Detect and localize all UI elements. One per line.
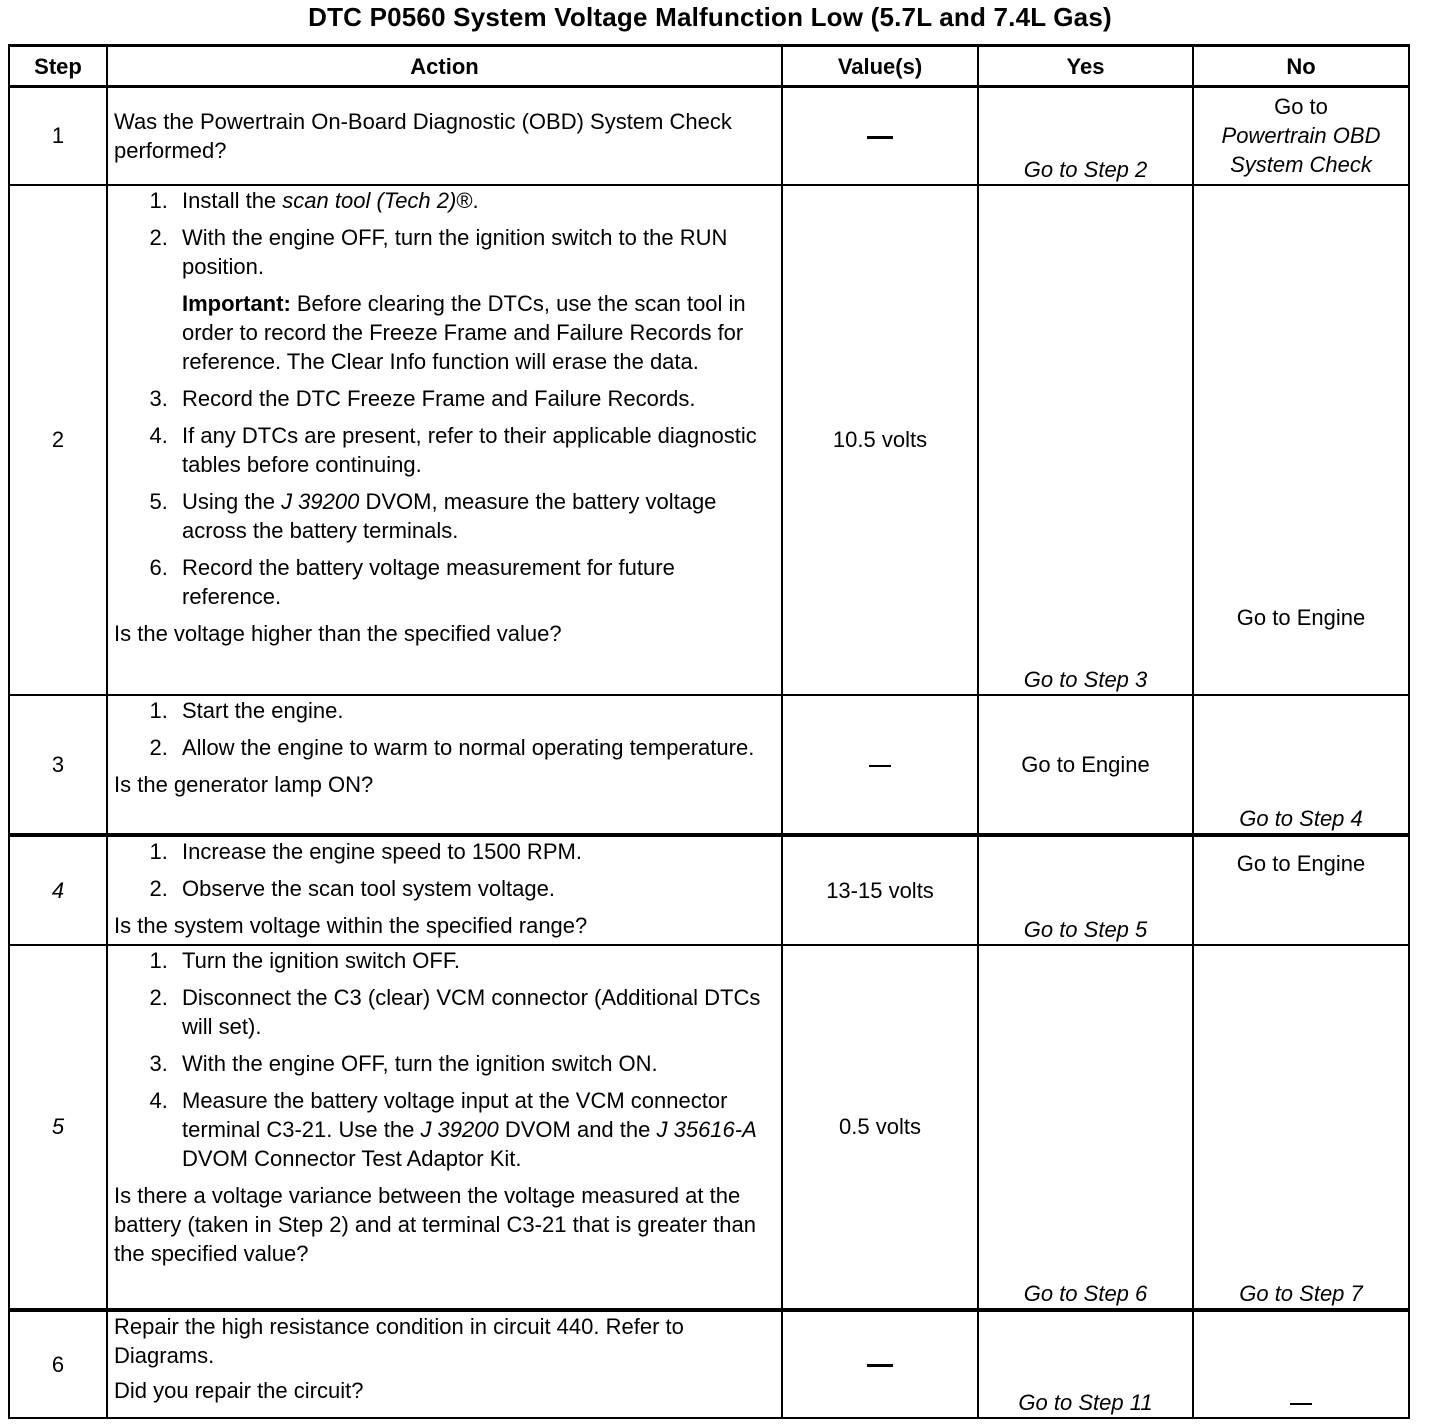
no-cell — [1193, 835, 1409, 945]
table-row — [9, 835, 1409, 945]
header-step: Step — [9, 46, 107, 87]
no-cell — [1193, 695, 1409, 835]
list-item: 1. Turn the ignition switch OFF. — [174, 946, 775, 975]
yes-link[interactable]: Go to Step 5 — [1023, 916, 1148, 942]
yes-link[interactable]: Go to Step 3 — [1023, 666, 1148, 692]
list-item: 1. Start the engine. — [174, 696, 775, 725]
yes-cell — [978, 835, 1193, 945]
question-text: Is the generator lamp ON? — [114, 771, 374, 797]
list-item: 5. Using the J 39200 DVOM, measure the battery voltage across the battery terminals. — [174, 487, 775, 545]
question-text: Is the voltage higher than the specified value? — [114, 620, 562, 646]
question-text: Did you repair the circuit? — [114, 1377, 364, 1403]
no-link[interactable]: Go to Step 7 — [1239, 1280, 1363, 1306]
table-row — [9, 1310, 1409, 1418]
yes-cell — [978, 87, 1193, 185]
important-note: Important: Before clearing the DTCs, use the scan tool in order to record the Freeze Frame and Failure Records for reference. The Clear Info function will erase the data. — [182, 290, 746, 374]
value-cell: 13-15 volts — [782, 835, 978, 945]
action-steps — [114, 946, 775, 1173]
no-cell — [1193, 1310, 1409, 1418]
list-item: 2. Disconnect the C3 (clear) VCM connector (Additional DTCs will set). — [174, 983, 775, 1041]
step-number: 4 — [9, 835, 107, 945]
yes-cell — [978, 945, 1193, 1310]
list-item: 3. Record the DTC Freeze Frame and Failure Records. — [174, 384, 775, 413]
table-header-row — [9, 46, 1409, 87]
question-text: Was the Powertrain On-Board Diagnostic (OBD) System Check performed? — [114, 108, 732, 163]
yes-link[interactable]: Go to Step 2 — [1023, 156, 1148, 182]
no-text-line1: Go to — [1274, 94, 1328, 120]
table-row — [9, 87, 1409, 185]
value-cell — [782, 695, 978, 835]
dash-mark — [1290, 1403, 1312, 1405]
action-text: Repair the high resistance condition in circuit 440. Refer to Diagrams. — [114, 1313, 684, 1368]
action-cell — [107, 87, 782, 185]
no-link[interactable]: Go to Engine — [1236, 604, 1366, 630]
list-item: 2. Observe the scan tool system voltage. — [174, 874, 775, 903]
list-item: 6. Record the battery voltage measurement for future reference. — [174, 553, 775, 611]
action-steps — [114, 837, 775, 903]
value-cell: 10.5 volts — [782, 185, 978, 695]
list-item: 1. Install the scan tool (Tech 2)®. — [174, 186, 775, 215]
no-cell — [1193, 945, 1409, 1310]
question-text: Is the system voltage within the specified range? — [114, 912, 588, 938]
header-values: Value(s) — [782, 46, 978, 87]
action-cell — [107, 695, 782, 835]
step-number: 6 — [9, 1310, 107, 1418]
yes-link[interactable]: Go to Step 6 — [1023, 1280, 1148, 1306]
table-row — [9, 945, 1409, 1310]
diagnostic-table — [8, 44, 1410, 1419]
yes-link[interactable]: Go to Engine — [1021, 751, 1150, 777]
list-item: 2. Allow the engine to warm to normal operating temperature. — [174, 733, 775, 762]
yes-cell — [978, 695, 1193, 835]
no-link[interactable]: Go to Step 4 — [1239, 805, 1363, 831]
step-number: 2 — [9, 185, 107, 695]
no-cell — [1193, 87, 1409, 185]
action-cell — [107, 185, 782, 695]
value-cell — [782, 87, 978, 185]
value-cell: 0.5 volts — [782, 945, 978, 1310]
action-cell — [107, 1310, 782, 1418]
list-item: 4. If any DTCs are present, refer to their applicable diagnostic tables before continuing. — [174, 421, 775, 479]
step-number: 1 — [9, 87, 107, 185]
value-cell — [782, 1310, 978, 1418]
no-link[interactable]: Go to Engine — [1236, 850, 1366, 876]
header-no: No — [1193, 46, 1409, 87]
action-steps — [114, 186, 775, 611]
question-text: Is there a voltage variance between the voltage measured at the battery (taken in Step 2) and at terminal C3-21 that is greater than the specified value? — [114, 1182, 757, 1266]
yes-cell — [978, 1310, 1193, 1418]
no-cell — [1193, 185, 1409, 695]
yes-cell — [978, 185, 1193, 695]
list-item: 4. Measure the battery voltage input at the VCM connector terminal C3-21. Use the J 39200 DVOM and the J 35616-A DVOM Connector Test Adaptor Kit. — [174, 1086, 775, 1173]
list-item: 1. Increase the engine speed to 1500 RPM. — [174, 837, 775, 866]
step-number: 5 — [9, 945, 107, 1310]
action-cell — [107, 835, 782, 945]
action-cell — [107, 945, 782, 1310]
table-row — [9, 695, 1409, 835]
table-row — [9, 185, 1409, 695]
dash-mark — [869, 765, 891, 767]
header-yes: Yes — [978, 46, 1193, 87]
no-link[interactable]: Powertrain OBD System Check — [1221, 123, 1381, 178]
action-steps — [114, 696, 775, 762]
page-title: DTC P0560 System Voltage Malfunction Low (5.7L and 7.4L Gas) — [308, 2, 1112, 32]
list-item: 2. With the engine OFF, turn the ignition switch to the RUN position. — [174, 223, 775, 281]
dash-mark — [867, 136, 893, 139]
header-action: Action — [107, 46, 782, 87]
list-item: 3. With the engine OFF, turn the ignition switch ON. — [174, 1049, 775, 1078]
yes-link[interactable]: Go to Step 11 — [1018, 1389, 1153, 1415]
step-number: 3 — [9, 695, 107, 835]
dash-mark — [867, 1364, 893, 1367]
